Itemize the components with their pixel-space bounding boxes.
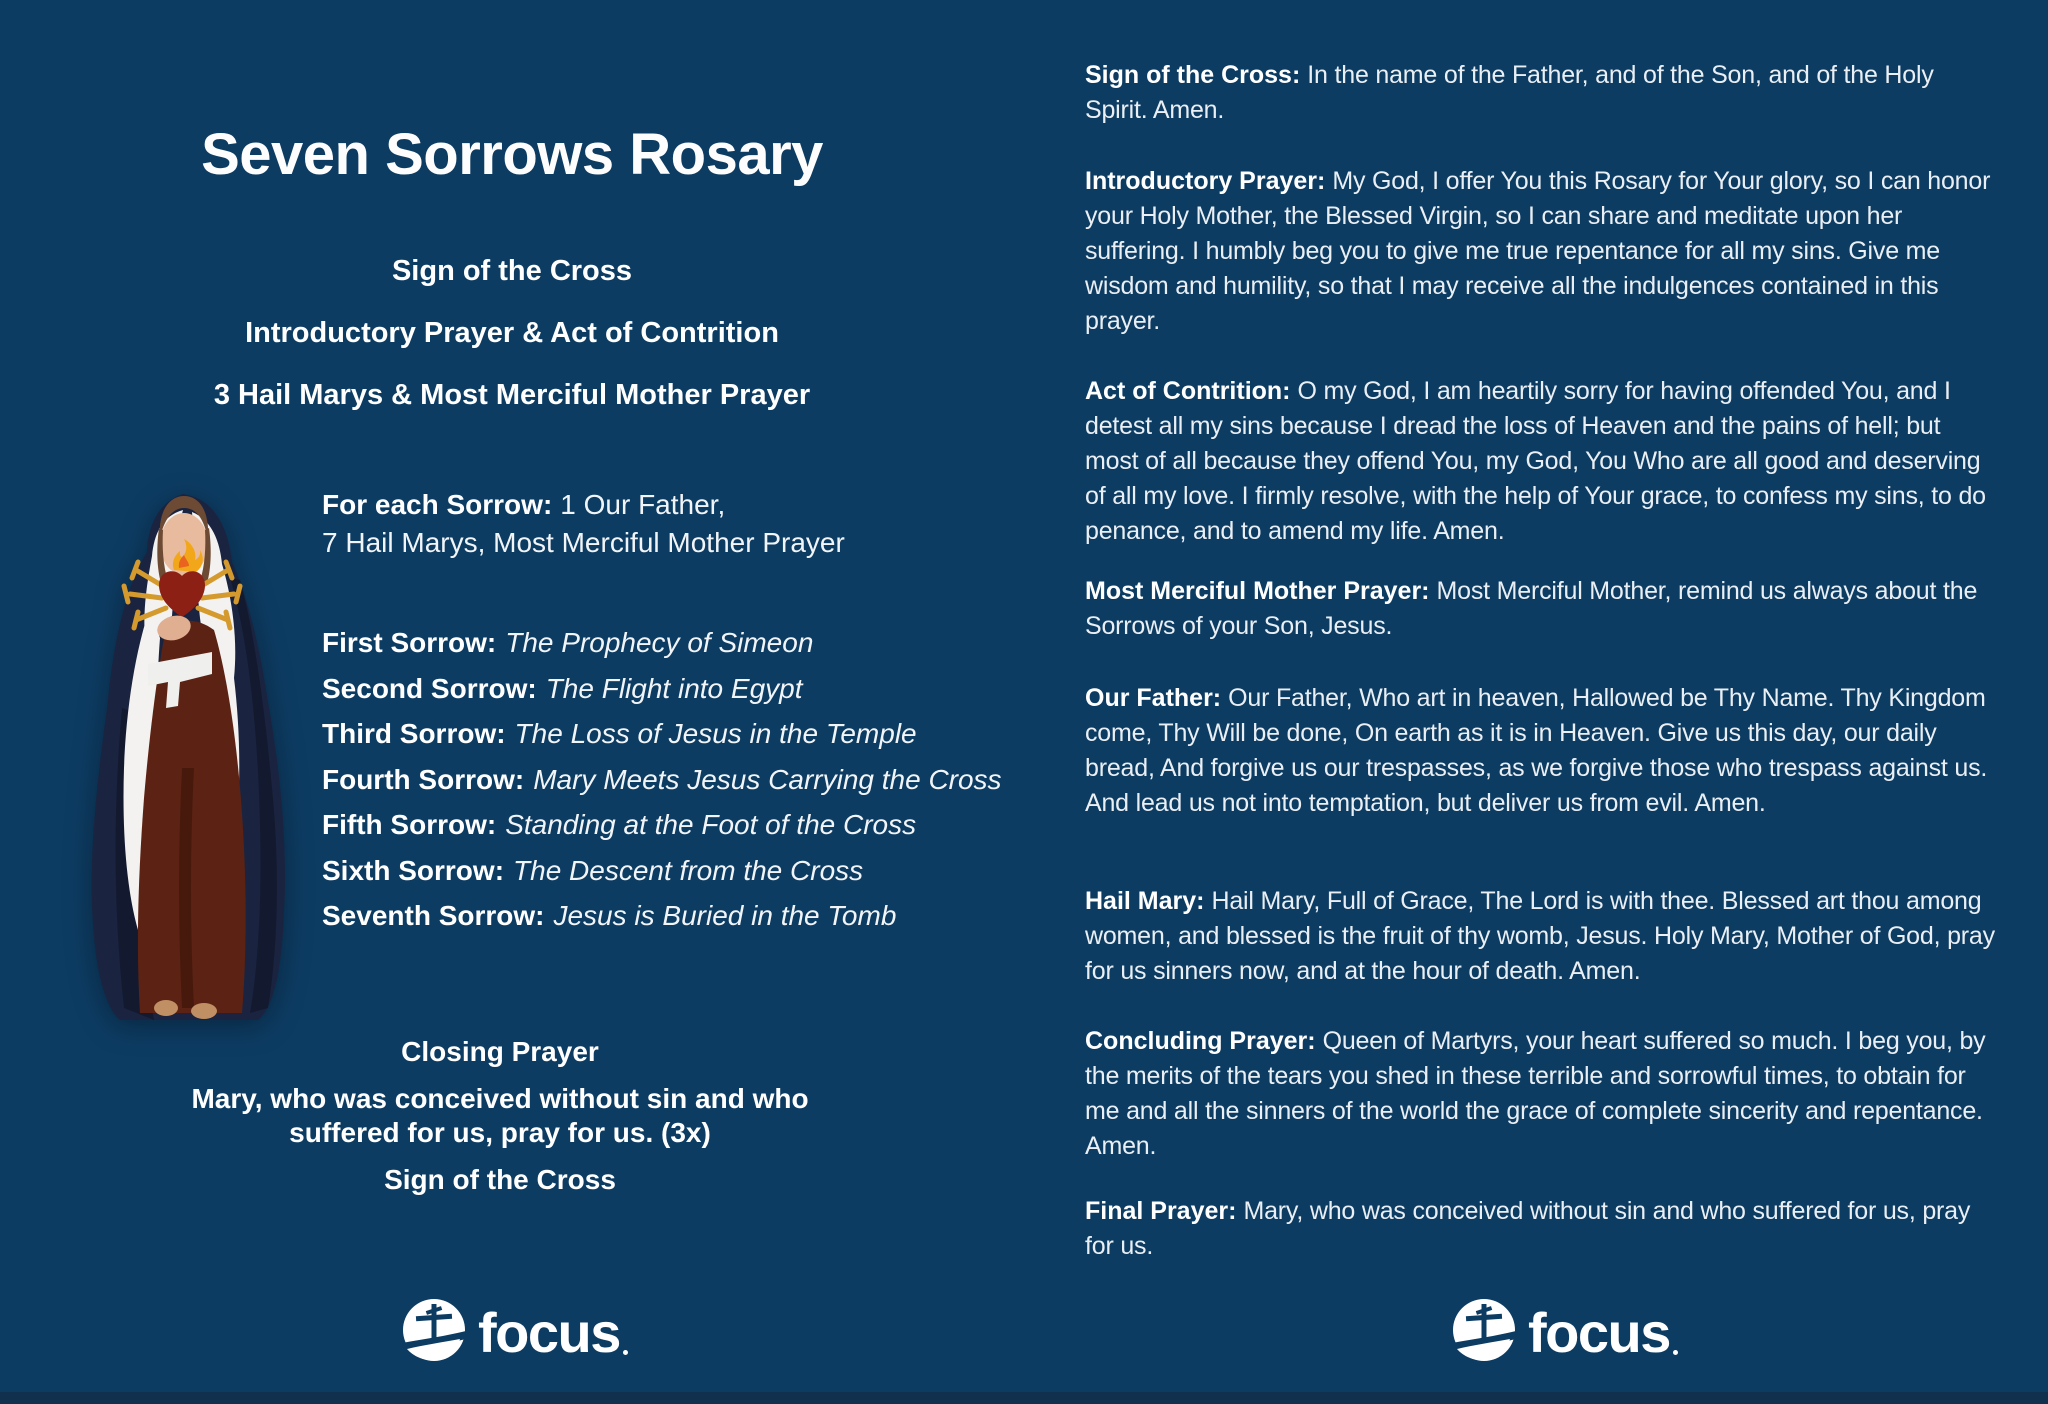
prayer-text: Queen of Martyrs, your heart suffered so much. I beg you, by the merits of the tears you shed in these terrible and sorrowful times, to obtain for me and all the sinners of the world the grace of complete sincerity and repentance. Amen. bbox=[1085, 1027, 1986, 1160]
subtitle-hail-marys: 3 Hail Marys & Most Merciful Mother Prayer bbox=[213, 379, 811, 411]
paragraph-our-father bbox=[1085, 681, 1997, 821]
focus-crucifix-icon bbox=[1452, 1298, 1516, 1367]
focus-logo-wordmark: focus bbox=[478, 1301, 628, 1365]
sorrow-label: First Sorrow: bbox=[322, 627, 497, 658]
prayer-label: Our Father: bbox=[1085, 684, 1222, 712]
sorrow-row-3 bbox=[322, 711, 1022, 757]
page-title: Seven Sorrows Rosary bbox=[201, 121, 823, 187]
sorrow-label: Seventh Sorrow: bbox=[322, 900, 545, 931]
sorrow-row-5 bbox=[322, 802, 1022, 848]
sorrow-title: Mary Meets Jesus Carrying the Cross bbox=[533, 763, 1002, 795]
closing-prayer-line-1: Mary, who was conceived without sin and who bbox=[191, 1083, 809, 1114]
sorrow-title: The Prophecy of Simeon bbox=[505, 627, 814, 658]
paragraph-act-of-contrition bbox=[1085, 374, 1997, 549]
prayer-text: Most Merciful Mother, remind us always about the Sorrows of your Son, Jesus. bbox=[1085, 577, 1978, 640]
sorrow-list bbox=[322, 620, 1022, 939]
paragraph-final-prayer bbox=[1085, 1194, 1997, 1264]
sorrow-row-2 bbox=[322, 666, 1022, 712]
subtitle-introductory-prayer: Introductory Prayer & Act of Contrition bbox=[245, 317, 779, 349]
focus-logo-right bbox=[1452, 1298, 1678, 1367]
prayer-label: Most Merciful Mother Prayer: bbox=[1085, 577, 1430, 605]
paragraph-concluding-prayer bbox=[1085, 1024, 1997, 1164]
sorrow-title: Standing at the Foot of the Cross bbox=[505, 809, 917, 840]
sorrow-row-4 bbox=[322, 757, 1022, 803]
for-each-line-1: For each Sorrow: 1 Our Father, bbox=[322, 489, 726, 520]
sorrow-title: Jesus is Buried in the Tomb bbox=[553, 900, 897, 931]
prayer-label: Sign of the Cross: bbox=[1085, 61, 1301, 89]
sorrow-row-6 bbox=[322, 848, 1022, 894]
sorrow-title: The Loss of Jesus in the Temple bbox=[514, 718, 917, 749]
paragraph-hail-mary bbox=[1085, 884, 1997, 989]
prayer-label: Hail Mary: bbox=[1085, 887, 1205, 915]
mary-figure-svg bbox=[62, 468, 302, 1020]
prayer-label: Final Prayer: bbox=[1085, 1197, 1237, 1225]
focus-crucifix-icon bbox=[402, 1298, 466, 1367]
sorrow-label: Third Sorrow: bbox=[322, 718, 506, 749]
closing-prayer-line-2: suffered for us, pray for us. (3x) bbox=[289, 1117, 711, 1148]
paragraph-introductory-prayer bbox=[1085, 164, 1997, 339]
for-each-label: For each Sorrow: bbox=[322, 489, 553, 520]
opening-steps bbox=[0, 240, 1024, 426]
focus-logo-left bbox=[402, 1298, 628, 1367]
prayer-text: In the name of the Father, and of the Son, and of the Holy Spirit. Amen. bbox=[1085, 61, 1934, 124]
closing-prayer-text bbox=[0, 1082, 1000, 1150]
prayer-label: Introductory Prayer: bbox=[1085, 167, 1326, 195]
sorrow-label: Fourth Sorrow: bbox=[322, 763, 525, 795]
sorrow-row-1 bbox=[322, 620, 1022, 666]
prayer-text: My God, I offer You this Rosary for Your glory, so I can honor your Holy Mother, the Blessed Virgin, so I can share and meditate upon her suffering. I humbly beg you to give me true repentance for all my sins. Give me wisdom and humility, so that I may receive all the indulgences contained in this prayer. bbox=[1085, 167, 1991, 335]
closing-sign-of-cross: Sign of the Cross bbox=[384, 1164, 616, 1195]
prayer-text: O my God, I am heartily sorry for having offended You, and I detest all my sins because I dread the loss of Heaven and the pains of hell; but most of all because they offend You, my God, You Who are all good and deserving of all my love. I firmly resolve, with the help of Your grace, to confess my sins, to do penance, and to amend my life. Amen. bbox=[1085, 377, 1986, 545]
prayer-label: Act of Contrition: bbox=[1085, 377, 1291, 405]
prayer-text: Hail Mary, Full of Grace, The Lord is with thee. Blessed art thou among women, and blessed is the fruit of thy womb, Jesus. Holy Mary, Mother of God, pray for us sinners now, and at the hour of death. Amen. bbox=[1085, 887, 1995, 985]
closing-prayer-heading: Closing Prayer bbox=[401, 1036, 599, 1067]
focus-logo-wordmark: focus bbox=[1528, 1301, 1678, 1365]
sorrow-title: The Flight into Egypt bbox=[545, 672, 803, 704]
paragraph-sign-of-the-cross bbox=[1085, 58, 1997, 128]
for-each-line-2: 7 Hail Marys, Most Merciful Mother Prayer bbox=[322, 527, 845, 558]
prayer-text: Mary, who was conceived without sin and who suffered for us, pray for us. bbox=[1085, 1197, 1971, 1260]
prayer-text: Our Father, Who art in heaven, Hallowed be Thy Name. Thy Kingdom come, Thy Will be done, On earth as it is in Heaven. Give us this day, our daily bread, And forgive us our trespasses, as we forgive those who trespass against us. And lead us not into temptation, but deliver us from evil. Amen. bbox=[1085, 684, 1988, 817]
subtitle-sign-of-cross: Sign of the Cross bbox=[391, 255, 633, 287]
sorrow-label: Second Sorrow: bbox=[322, 672, 537, 704]
sorrow-title: The Descent from the Cross bbox=[513, 854, 864, 886]
sorrow-label: Sixth Sorrow: bbox=[322, 854, 505, 886]
prayer-label: Concluding Prayer: bbox=[1085, 1027, 1316, 1055]
sorrow-row-7 bbox=[322, 893, 1022, 939]
sorrow-label: Fifth Sorrow: bbox=[322, 809, 497, 840]
bottom-edge-strip bbox=[0, 1392, 2048, 1404]
paragraph-most-merciful-mother bbox=[1085, 574, 1997, 644]
for-each-sorrow-note bbox=[322, 486, 982, 562]
our-lady-of-sorrows-illustration bbox=[62, 468, 302, 1020]
